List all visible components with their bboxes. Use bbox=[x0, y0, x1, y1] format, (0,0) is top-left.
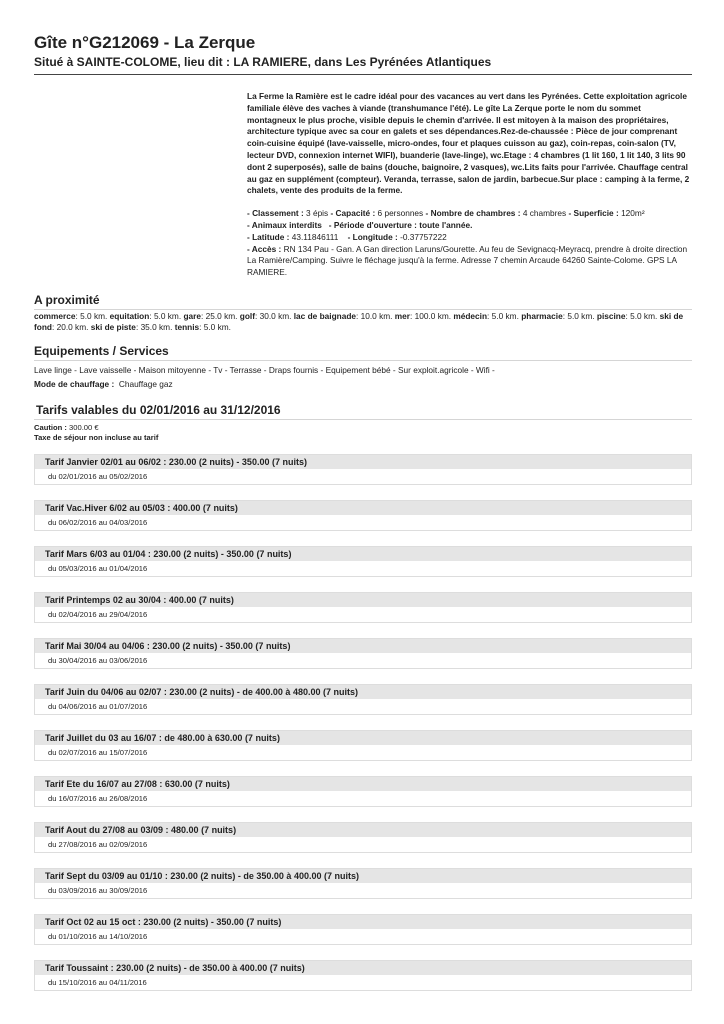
proximite-section bbox=[34, 292, 692, 333]
chauffage-value: Chauffage gaz bbox=[118, 378, 173, 389]
tarif-period bbox=[34, 960, 692, 991]
tarif-period-dates: du 03/09/2016 au 30/09/2016 bbox=[48, 885, 148, 895]
capacite-label: - Capacité : bbox=[330, 208, 376, 219]
proximite-item-value: 5.0 km. bbox=[491, 310, 519, 321]
proximite-divider bbox=[34, 309, 692, 310]
header-divider bbox=[34, 74, 692, 75]
tarif-period-dates: du 05/03/2016 au 01/04/2016 bbox=[48, 563, 148, 573]
equipements-title: Equipements / Services bbox=[34, 343, 169, 358]
tarif-period bbox=[34, 868, 692, 899]
tarif-period-dates: du 15/10/2016 au 04/11/2016 bbox=[48, 977, 147, 987]
tarif-period-title: Tarif Vac.Hiver 6/02 au 05/03 : 400.00 (7 nuits) bbox=[35, 501, 691, 515]
tarif-period-title: Tarif Toussaint : 230.00 (2 nuits) - de 350.00 à 400.00 (7 nuits) bbox=[35, 961, 691, 975]
proximite-item-label: commerce bbox=[34, 310, 76, 321]
proximite-item: mer: 100.0 km. bbox=[394, 310, 452, 321]
proximite-item-value: 20.0 km. bbox=[56, 321, 89, 332]
tarif-period bbox=[34, 684, 692, 715]
tarif-period-title: Tarif Sept du 03/09 au 01/10 : 230.00 (2 nuits) - de 350.00 à 400.00 (7 nuits) bbox=[35, 869, 691, 883]
tarif-period-dates: du 16/07/2016 au 26/08/2016 bbox=[48, 793, 148, 803]
tarif-period-title: Tarif Mai 30/04 au 04/06 : 230.00 (2 nuits) - 350.00 (7 nuits) bbox=[35, 639, 691, 653]
tarifs-divider bbox=[34, 419, 692, 420]
proximite-item-label: golf bbox=[239, 310, 255, 321]
proximite-item: golf: 30.0 km. bbox=[239, 310, 292, 321]
proximite-item: commerce: 5.0 km. bbox=[34, 310, 108, 321]
proximite-item-value: 5.0 km. bbox=[153, 310, 182, 321]
proximite-item-value: 30.0 km. bbox=[259, 310, 292, 321]
tarif-period bbox=[34, 776, 692, 807]
tarif-periods-list bbox=[34, 454, 692, 991]
proximite-item-value: 100.0 km. bbox=[414, 310, 452, 321]
facts-line-2 bbox=[247, 220, 692, 232]
tarif-period bbox=[34, 638, 692, 669]
tarif-period-title: Tarif Mars 6/03 au 01/04 : 230.00 (2 nuits) - 350.00 (7 nuits) bbox=[35, 547, 691, 561]
tarifs-title: Tarifs valables du 02/01/2016 au 31/12/2016 bbox=[36, 402, 281, 417]
page bbox=[34, 32, 692, 1006]
proximite-item-value: 5.0 km. bbox=[80, 310, 108, 321]
chauffage-label: Mode de chauffage : bbox=[34, 378, 115, 389]
tarif-period-title: Tarif Oct 02 au 15 oct : 230.00 (2 nuits) - 350.00 (7 nuits) bbox=[35, 915, 691, 929]
tarif-period bbox=[34, 546, 692, 577]
capacite-value: 6 personnes bbox=[377, 208, 424, 219]
tarifs-section bbox=[34, 402, 692, 991]
caution-line bbox=[34, 423, 692, 433]
superficie-value: 120m² bbox=[621, 208, 645, 219]
tarif-period-title: Tarif Printemps 02 au 30/04 : 400.00 (7 nuits) bbox=[35, 593, 691, 607]
proximite-item-label: médecin bbox=[453, 310, 488, 321]
proximite-item: piscine: 5.0 km. bbox=[596, 310, 658, 321]
proximite-item-label: lac de baignade bbox=[293, 310, 356, 321]
proximite-item: lac de baignade: 10.0 km. bbox=[293, 310, 393, 321]
tarif-period bbox=[34, 592, 692, 623]
taxe-note: Taxe de séjour non incluse au tarif bbox=[34, 432, 159, 442]
proximite-title: A proximité bbox=[34, 292, 100, 307]
acces-value: RN 134 Pau - Gan. A Gan direction Laruns/Gourette. Au feu de Sevignacq-Meyracq, prendre à droite direction La Ramière/Camping. Suivre le fléchage jusqu'à la ferme. Adresse 7 chemin Arcaude 64260 Sainte-Colome. GPS LA RAMIERE. bbox=[247, 243, 688, 278]
proximite-item-label: mer bbox=[394, 310, 410, 321]
longitude-value: -0.37757222 bbox=[400, 231, 447, 242]
facts-line-1 bbox=[247, 208, 692, 220]
proximite-item-label: ski de fond bbox=[34, 310, 684, 332]
facts-block bbox=[247, 208, 692, 279]
facts-line-4 bbox=[247, 244, 692, 279]
proximite-item: gare: 25.0 km. bbox=[183, 310, 238, 321]
tarif-period bbox=[34, 822, 692, 853]
tarif-period-title: Tarif Janvier 02/01 au 06/02 : 230.00 (2 nuits) - 350.00 (7 nuits) bbox=[35, 455, 691, 469]
tarif-period-title: Tarif Aout du 27/08 au 03/09 : 480.00 (7 nuits) bbox=[35, 823, 691, 837]
page-subtitle: Situé à SAINTE-COLOME, lieu dit : LA RAMIERE, dans Les Pyrénées Atlantiques bbox=[34, 55, 492, 69]
chambres-value: 4 chambres bbox=[522, 208, 567, 219]
proximite-item-value: 10.0 km. bbox=[360, 310, 393, 321]
chambres-label: - Nombre de chambres : bbox=[425, 208, 521, 219]
classement-label: - Classement : bbox=[247, 208, 304, 219]
proximite-list bbox=[34, 311, 692, 333]
caution-label: Caution : bbox=[34, 422, 67, 432]
tarif-period-title: Tarif Juin du 04/06 au 02/07 : 230.00 (2 nuits) - de 400.00 à 480.00 (7 nuits) bbox=[35, 685, 691, 699]
longitude-label: - Longitude : bbox=[347, 231, 398, 242]
description-text: La Ferme la Ramière est le cadre idéal pour des vacances au vert dans les Pyrénées. Cette exploitation agricole familiale élève des vaches à viande (transhumance l'été). Le gîte La Zerque porte le nom du sommet montagneux le plus proche, visible depuis le chemin d'arrivée. Il est mitoyen à la maison des propriétaires, architecture typique avec sa cour en galets et ses dépendances.Rez-de-chaussée : Pièce de jour comprenant coin-cuisine équipé (lave-vaisselle, micro-ondes, four et plaques cuisson au gaz), coin-repas, coin-salon (TV, lecteur DVD, connexion internet WIFI), buanderie (lave-linge), wc.Etage : 4 chambres (1 lit 160, 1 lit 140, 3 lits 90 dont 2 superposés), salle de bains (douche, baignoire, 2 vasques), wc.Lits faits pour l'arrivée. Chauffage central au gaz en supplément (compteur). Veranda, terrasse, salon de jardin, barbecue.Sur place : camping à la ferme, 2 chalets, vente des produits de la ferme. bbox=[247, 91, 690, 196]
proximite-item-value: 25.0 km. bbox=[205, 310, 238, 321]
proximite-item-value: 35.0 km. bbox=[140, 321, 173, 332]
proximite-item-label: pharmacie bbox=[521, 310, 563, 321]
tarif-period-dates: du 02/01/2016 au 05/02/2016 bbox=[48, 471, 148, 481]
proximite-item-label: ski de piste bbox=[90, 321, 136, 332]
tarif-period-title: Tarif Juillet du 03 au 16/07 : de 480.00 à 630.00 (7 nuits) bbox=[35, 731, 691, 745]
page-title: Gîte n°G212069 - La Zerque bbox=[34, 33, 256, 52]
proximite-item-label: equitation bbox=[109, 310, 150, 321]
tarif-period-dates: du 30/04/2016 au 03/06/2016 bbox=[48, 655, 148, 665]
acces-label: - Accès : bbox=[247, 243, 282, 254]
facts-line-3 bbox=[247, 232, 692, 244]
proximite-item-label: gare bbox=[183, 310, 201, 321]
proximite-item: equitation: 5.0 km. bbox=[109, 310, 182, 321]
proximite-item: ski de piste: 35.0 km. bbox=[90, 321, 173, 332]
proximite-item: médecin: 5.0 km. bbox=[453, 310, 519, 321]
chauffage-line bbox=[34, 379, 692, 390]
superficie-label: - Superficie : bbox=[568, 208, 619, 219]
proximite-item: ski de fond: 20.0 km. bbox=[34, 310, 684, 332]
tarif-period-title: Tarif Ete du 16/07 au 27/08 : 630.00 (7 nuits) bbox=[35, 777, 691, 791]
tarif-period-dates: du 06/02/2016 au 04/03/2016 bbox=[48, 517, 148, 527]
proximite-item-label: tennis bbox=[174, 321, 200, 332]
proximite-item-value: 5.0 km. bbox=[630, 310, 658, 321]
proximite-item-label: piscine bbox=[596, 310, 626, 321]
latitude-label: - Latitude : bbox=[247, 231, 290, 242]
tarif-period-dates: du 02/07/2016 au 15/07/2016 bbox=[48, 747, 148, 757]
caution-value: 300.00 € bbox=[69, 422, 99, 432]
latitude-value: 43.11846111 bbox=[291, 231, 339, 242]
proximite-item-value: 5.0 km. bbox=[203, 321, 231, 332]
tarif-period bbox=[34, 500, 692, 531]
tarif-period bbox=[34, 730, 692, 761]
ouverture-label: - Période d'ouverture : toute l'année. bbox=[328, 219, 473, 230]
description-block bbox=[247, 91, 692, 279]
proximite-item-value: 5.0 km. bbox=[567, 310, 595, 321]
tarif-period-dates: du 04/06/2016 au 01/07/2016 bbox=[48, 701, 148, 711]
equipements-divider bbox=[34, 360, 692, 361]
tarif-period bbox=[34, 914, 692, 945]
tarif-period-dates: du 27/08/2016 au 02/09/2016 bbox=[48, 839, 148, 849]
proximite-item: tennis: 5.0 km. bbox=[174, 321, 231, 332]
classement-value: 3 épis bbox=[306, 208, 329, 219]
tarif-period bbox=[34, 454, 692, 485]
equipements-list: Lave linge - Lave vaisselle - Maison mitoyenne - Tv - Terrasse - Draps fournis - Equipement bébé - Sur exploit.agricole - Wifi - bbox=[34, 364, 495, 375]
tarif-period-dates: du 01/10/2016 au 14/10/2016 bbox=[48, 931, 148, 941]
proximite-item: pharmacie: 5.0 km. bbox=[521, 310, 595, 321]
equipements-section bbox=[34, 343, 692, 390]
animaux-label: - Animaux interdits bbox=[247, 219, 322, 230]
tarif-period-dates: du 02/04/2016 au 29/04/2016 bbox=[48, 609, 148, 619]
